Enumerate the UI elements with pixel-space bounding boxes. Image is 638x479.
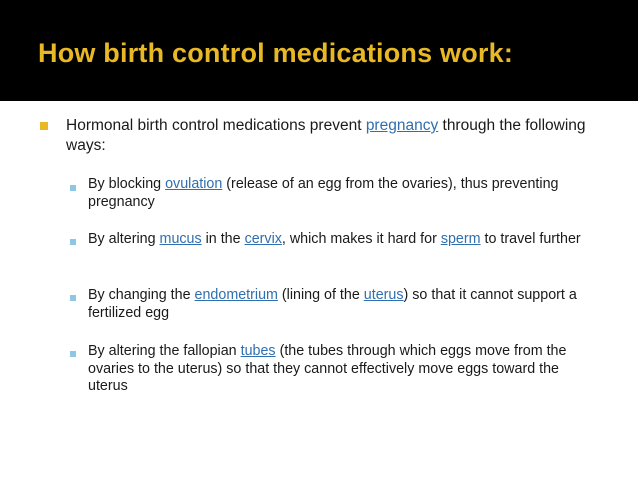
link-tubes[interactable]: tubes xyxy=(240,343,276,359)
square-bullet-icon xyxy=(70,239,76,245)
link-pregnancy[interactable]: pregnancy xyxy=(365,117,439,134)
sub-point-ovulation: By blocking ovulation (release of an egg from the ovaries), thus preventing pregnancy xyxy=(88,176,559,210)
title-bar xyxy=(0,0,638,101)
square-bullet-icon xyxy=(70,295,76,301)
sub-point-mucus: By altering mucus in the cervix, which makes it hard for sperm to travel further xyxy=(88,231,581,247)
link-sperm[interactable]: sperm xyxy=(440,231,481,247)
link-cervix[interactable]: cervix xyxy=(244,231,282,247)
square-bullet-icon xyxy=(70,351,76,357)
link-uterus[interactable]: uterus xyxy=(363,287,404,303)
sub-point-tubes: By altering the fallopian tubes (the tubes through which eggs move from the ovaries to the uterus) so that they cannot effectively move eggs toward the uterus xyxy=(88,343,567,394)
link-ovulation[interactable]: ovulation xyxy=(165,176,223,192)
square-bullet-icon xyxy=(70,185,76,191)
main-point: Hormonal birth control medications prevent pregnancy through the following ways: xyxy=(66,117,586,154)
slide-title: How birth control medications work: xyxy=(38,38,514,68)
link-mucus[interactable]: mucus xyxy=(159,231,202,247)
link-endometrium[interactable]: endometrium xyxy=(194,287,278,303)
sub-point-endometrium: By changing the endometrium (lining of the uterus) so that it cannot support a fertilized egg xyxy=(88,287,577,321)
square-bullet-icon xyxy=(40,122,48,130)
